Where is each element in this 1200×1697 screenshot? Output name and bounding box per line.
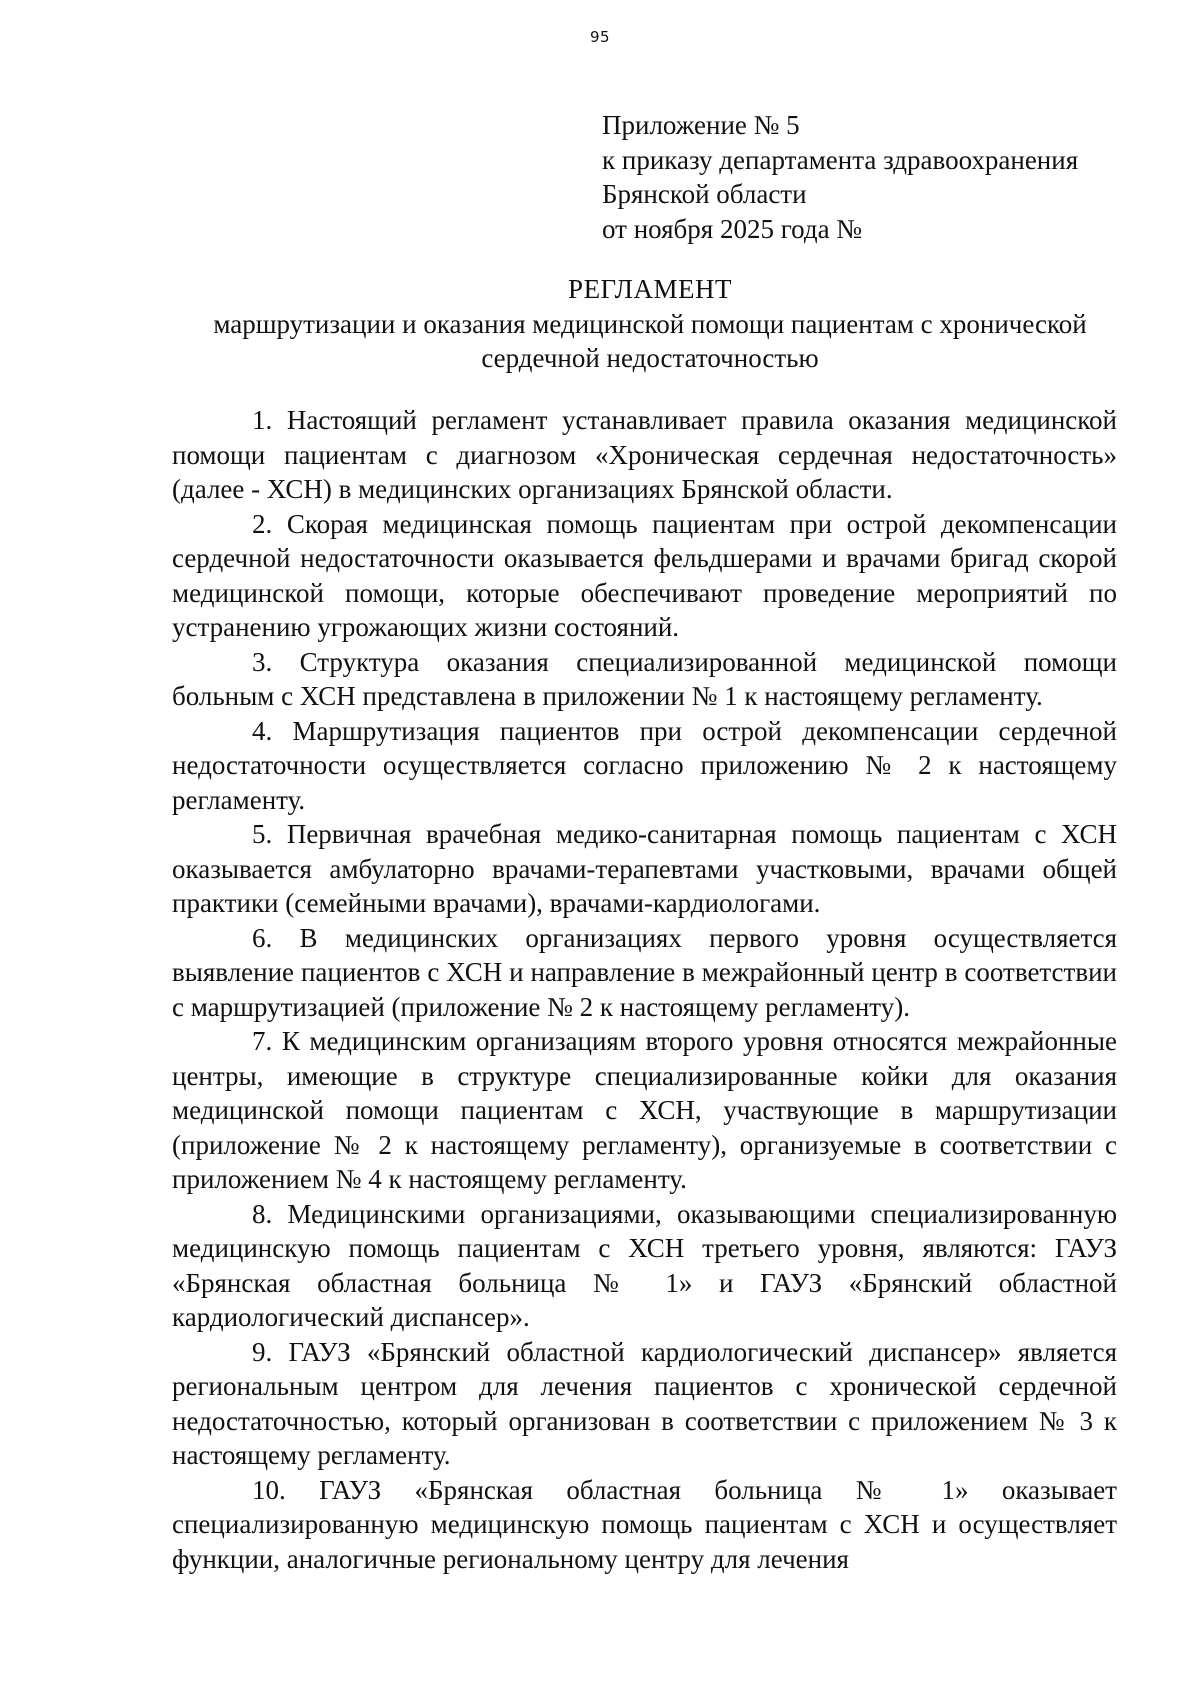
paragraph-8: 8. Медицинскими организациями, оказывающими специализированную медицинскую помощь пациентам с ХСН третьего уровня, являются: ГАУЗ «Брянская областная больница № 1» и ГАУЗ «Брянский областной кардиологический диспансер». [172, 1198, 1117, 1332]
annex-reference-block [602, 108, 1078, 246]
annex-number: Приложение № 5 [602, 110, 800, 140]
annex-order-reference: к приказу департамента здравоохранения [602, 144, 1079, 175]
document-title: РЕГЛАМЕНТ [568, 274, 732, 304]
paragraph-7: 7. К медицинским организациям второго уровня относятся межрайонные центры, имеющие в структуре специализированные койки для оказания медицинской помощи пациентам с ХСН, участвующие в маршрутизации (приложение № 2 к настоящему регламенту), организуемые в соответствии с приложением № 4 к настоящему регламенту. [172, 1026, 1117, 1194]
paragraph-3: 3. Структура оказания специализированной медицинской помощи больным с ХСН представлена в приложении № 1 к настоящему регламенту. [172, 646, 1117, 711]
document-subtitle-line-1: маршрутизации и оказания медицинской помощи пациентам с хронической [213, 308, 1087, 339]
page-number: 95 [589, 28, 611, 46]
document-subtitle-line-2: сердечной недостаточностью [481, 343, 819, 373]
paragraph-1: 1. Настоящий регламент устанавливает правила оказания медицинской помощи пациентам с диагнозом «Хроническая сердечная недостаточность» (далее - ХСН) в медицинских организациях Брянской области. [172, 405, 1117, 504]
annex-date: от ноября 2025 года № [602, 213, 863, 244]
annex-region: Брянской области [602, 179, 807, 209]
document-body [172, 403, 1117, 1576]
paragraph-5: 5. Первичная врачебная медико-санитарная помощь пациентам с ХСН оказывается амбулаторно врачами-терапевтами участковыми, врачами общей практики (семейными врачами), врачами-кардиологами. [172, 819, 1117, 918]
paragraph-2: 2. Скорая медицинская помощь пациентам при острой декомпенсации сердечной недостаточности оказывается фельдшерами и врачами бригад скорой медицинской помощи, которые обеспечивают проведение мероприятий по устранению угрожающих жизни состояний. [172, 508, 1117, 642]
paragraph-10: 10. ГАУЗ «Брянская областная больница № 1» оказывает специализированную медицинскую помощь пациентам с ХСН и осуществляет функции, аналогичные региональному центру для лечения [172, 1474, 1117, 1574]
paragraph-4: 4. Маршрутизация пациентов при острой декомпенсации сердечной недостаточности осуществляется согласно приложению № 2 к настоящему регламенту. [172, 715, 1117, 815]
paragraph-9: 9. ГАУЗ «Брянский областной кардиологический диспансер» является региональным центром для лечения пациентов с хронической сердечной недостаточностью, который организован в соответствии с приложением № 3 к настоящему регламенту. [172, 1336, 1117, 1470]
paragraph-6: 6. В медицинских организациях первого уровня осуществляется выявление пациентов с ХСН и направление в межрайонный центр в соответствии с маршрутизацией (приложение № 2 к настоящему регламенту). [172, 922, 1117, 1022]
document-heading [170, 272, 1130, 376]
